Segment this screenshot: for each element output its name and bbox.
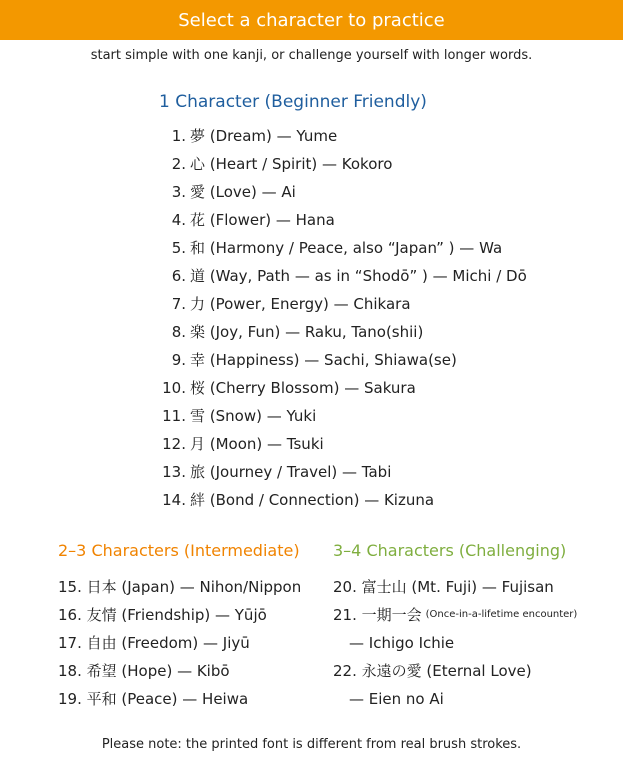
- challenging-list: [333, 577, 577, 717]
- intermediate-list: [58, 577, 301, 717]
- list-item[interactable]: 19. 平和 (Peace) — Heiwa: [58, 690, 249, 708]
- header-banner: [0, 0, 623, 40]
- item-text: 愛 (Love) — Ai: [190, 183, 296, 201]
- item-text: 心 (Heart / Spirit) — Kokoro: [190, 155, 393, 173]
- page-subtitle: start simple with one kanji, or challenge yourself with longer words.: [90, 48, 533, 63]
- item-text: 月 (Moon) — Tsuki: [190, 435, 324, 453]
- list-item[interactable]: 16. 友情 (Friendship) — Yūjō: [58, 606, 267, 624]
- list-item[interactable]: [158, 266, 527, 294]
- footer-note: Please note: the printed font is different from real brush strokes.: [101, 737, 522, 752]
- item-number: 6.: [171, 267, 186, 285]
- item-text: 絆 (Bond / Connection) — Kizuna: [190, 491, 435, 509]
- list-item[interactable]: [158, 378, 527, 406]
- item-text: 道 (Way, Path — as in “Shodō” ) — Michi / Dō: [190, 267, 527, 285]
- list-item[interactable]: [158, 182, 527, 210]
- item-text: 雪 (Snow) — Yuki: [190, 407, 317, 425]
- item-number: 14.: [162, 491, 186, 509]
- item-number: 5.: [171, 239, 186, 257]
- list-item-continuation: — Eien no Ai: [349, 690, 444, 708]
- item-text: 夢 (Dream) — Yume: [190, 127, 338, 145]
- list-item[interactable]: [333, 605, 577, 633]
- list-item[interactable]: 17. 自由 (Freedom) — Jiyū: [58, 634, 250, 652]
- list-item[interactable]: [158, 434, 527, 462]
- item-number: 2.: [171, 155, 186, 173]
- beginner-list: [158, 126, 527, 518]
- item-number: 3.: [171, 183, 186, 201]
- list-item[interactable]: 18. 希望 (Hope) — Kibō: [58, 662, 230, 680]
- item-text: 楽 (Joy, Fun) — Raku, Tano(shii): [190, 323, 424, 341]
- list-item[interactable]: 20. 富士山 (Mt. Fuji) — Fujisan: [333, 578, 554, 596]
- item-text: 桜 (Cherry Blossom) — Sakura: [190, 379, 416, 397]
- item-number: 1.: [171, 127, 186, 145]
- item-number: 12.: [162, 435, 186, 453]
- item-number: 8.: [171, 323, 186, 341]
- list-item-continuation: — Ichigo Ichie: [349, 634, 455, 652]
- list-item[interactable]: [158, 126, 527, 154]
- item-text: 和 (Harmony / Peace, also “Japan” ) — Wa: [190, 239, 503, 257]
- item-number: 4.: [171, 211, 186, 229]
- item-text: 幸 (Happiness) — Sachi, Shiawa(se): [190, 351, 457, 369]
- list-item[interactable]: [158, 462, 527, 490]
- list-item[interactable]: [158, 154, 527, 182]
- page-title: Select a character to practice: [178, 9, 445, 31]
- item-text: 力 (Power, Energy) — Chikara: [190, 295, 411, 313]
- item-text: 21. 一期一会: [333, 606, 422, 624]
- list-item[interactable]: 22. 永遠の愛 (Eternal Love): [333, 662, 532, 680]
- list-item[interactable]: [158, 238, 527, 266]
- beginner-section-title: 1 Character (Beginner Friendly): [159, 92, 427, 112]
- list-item[interactable]: [158, 350, 527, 378]
- item-note: (Once-in-a-lifetime encounter): [425, 609, 578, 620]
- item-number: 9.: [171, 351, 186, 369]
- list-item[interactable]: [158, 294, 527, 322]
- list-item[interactable]: [158, 490, 527, 518]
- list-item[interactable]: [158, 210, 527, 238]
- item-number: 10.: [162, 379, 186, 397]
- list-item[interactable]: [158, 322, 527, 350]
- list-item[interactable]: 15. 日本 (Japan) — Nihon/Nippon: [58, 578, 302, 596]
- item-number: 7.: [171, 295, 186, 313]
- challenging-section-title: 3–4 Characters (Challenging): [333, 541, 567, 560]
- item-text: 旅 (Journey / Travel) — Tabi: [190, 463, 392, 481]
- list-item[interactable]: [158, 406, 527, 434]
- intermediate-section-title: 2–3 Characters (Intermediate): [58, 541, 300, 560]
- item-text: 花 (Flower) — Hana: [190, 211, 335, 229]
- item-number: 11.: [162, 407, 186, 425]
- item-number: 13.: [162, 463, 186, 481]
